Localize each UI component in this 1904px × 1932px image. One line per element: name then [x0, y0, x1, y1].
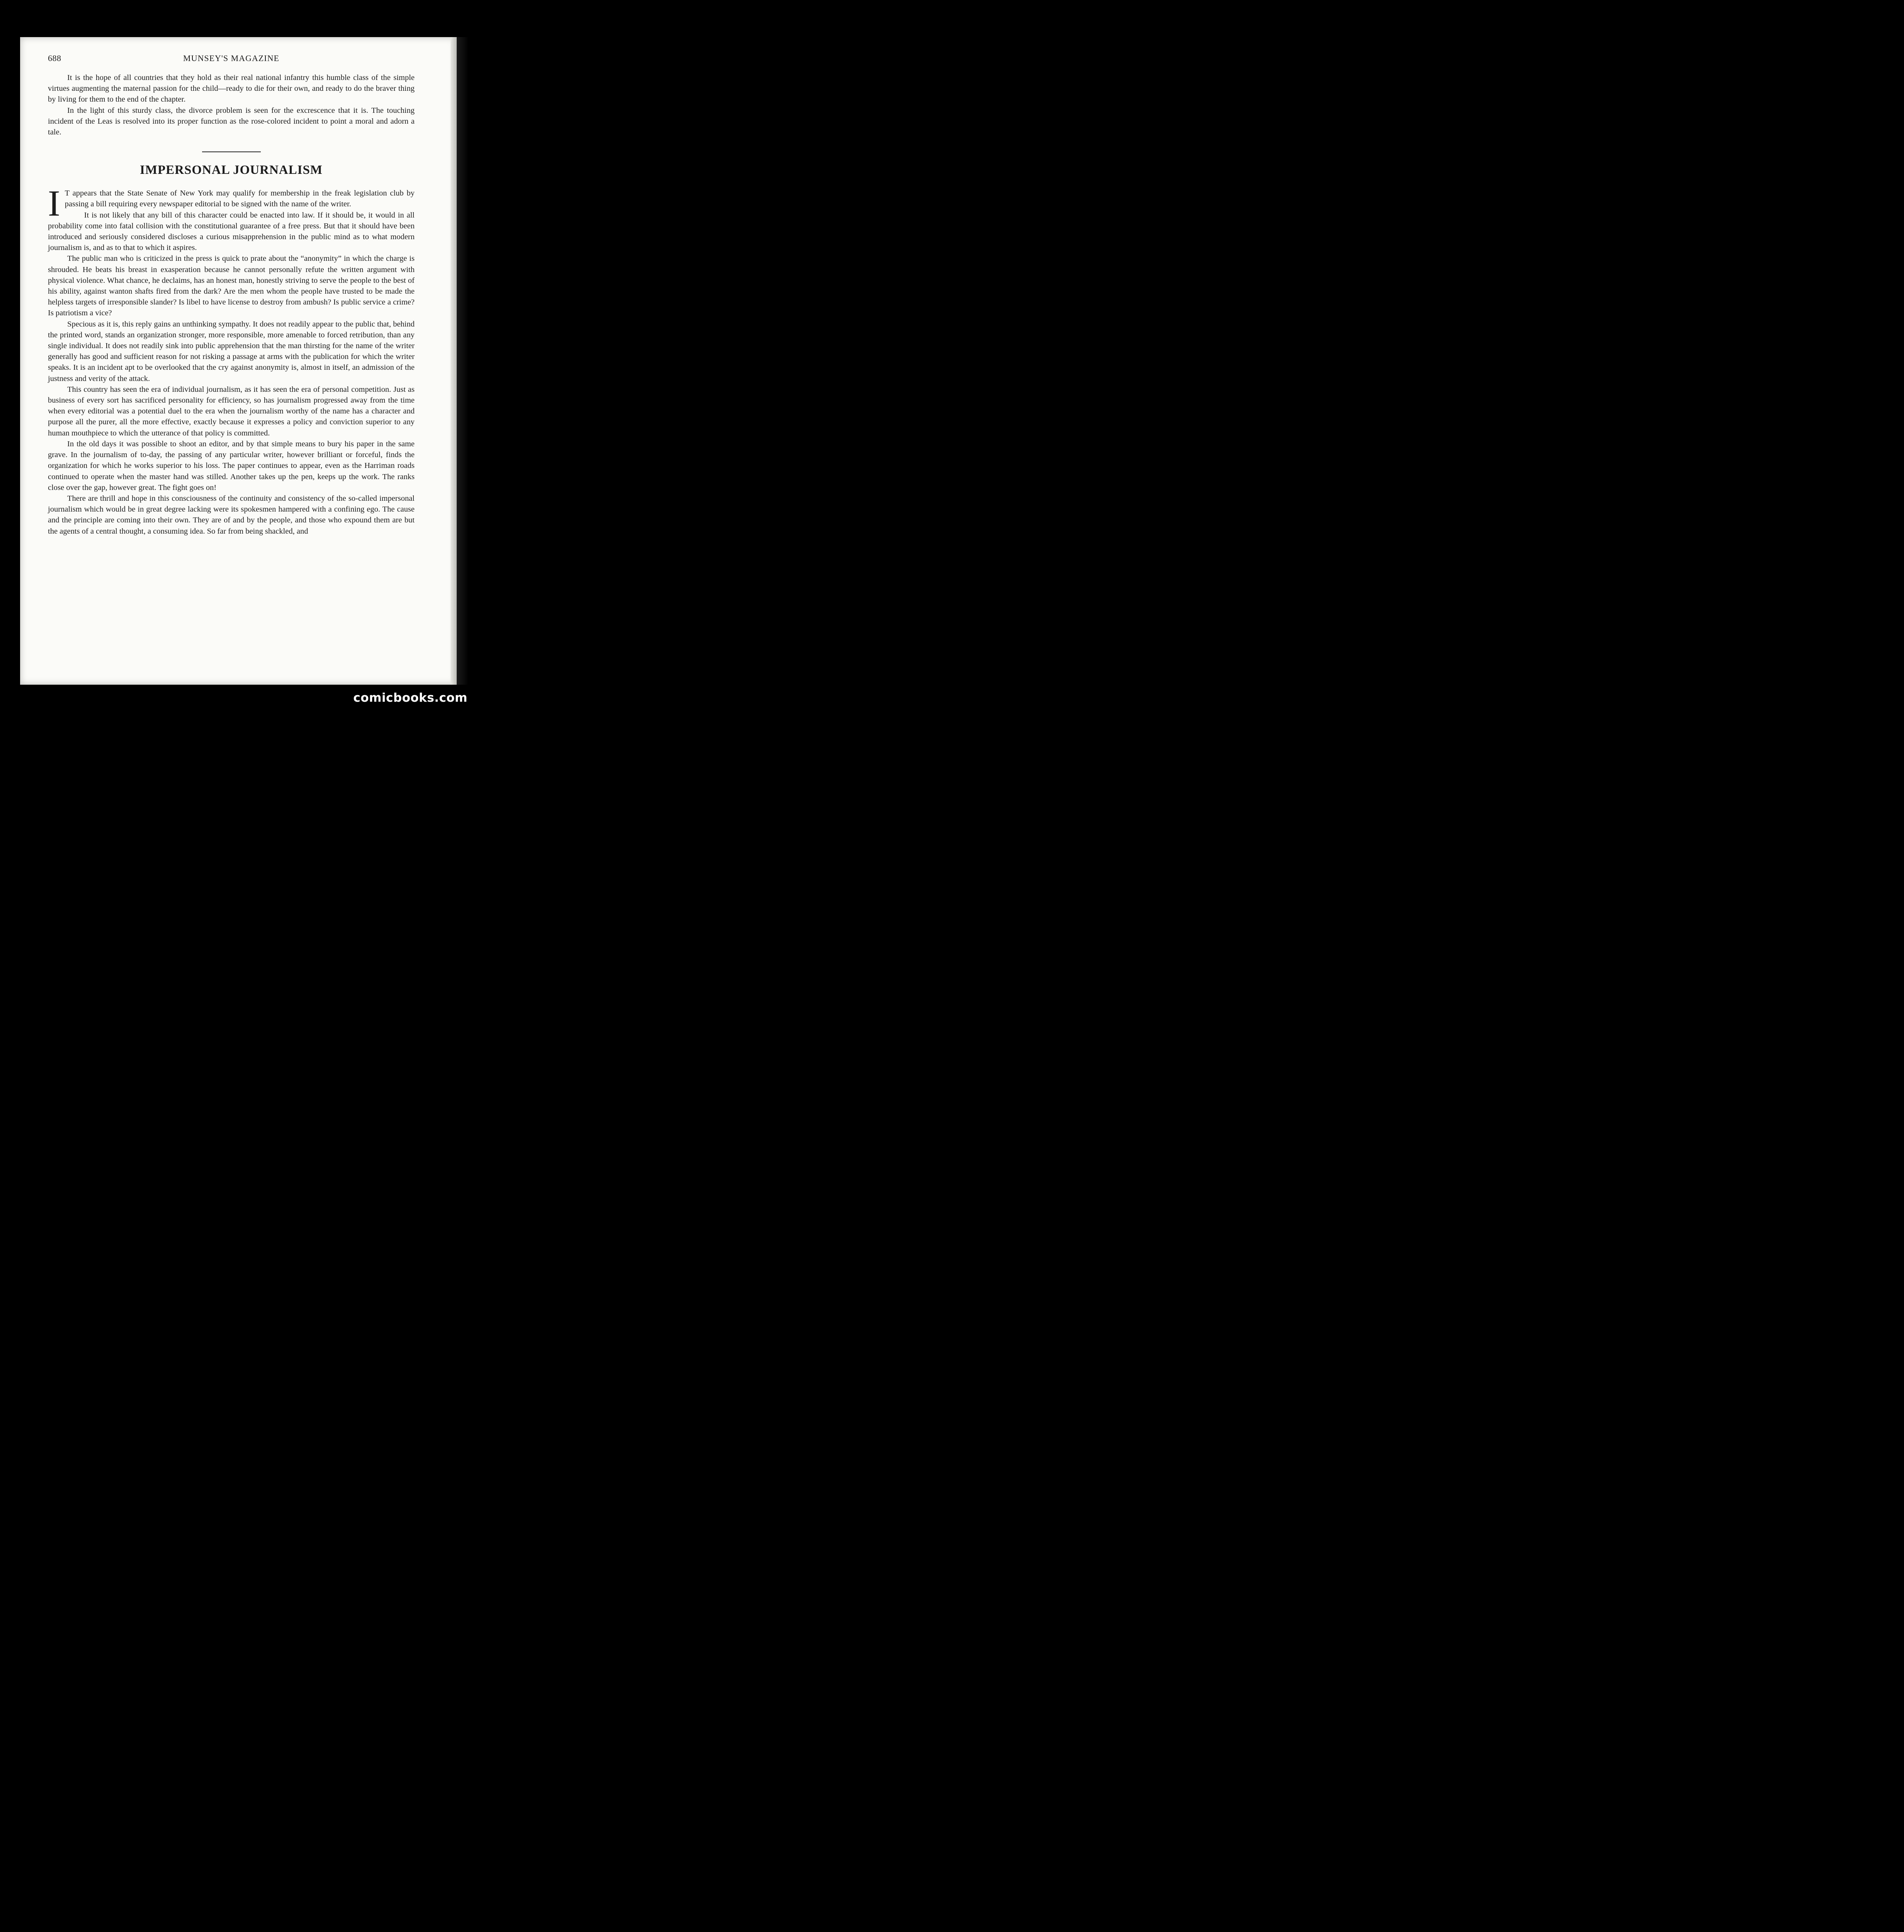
paragraph: Specious as it is, this reply gains an unthinking sympathy. It does not readily appear to the public that, behind the printed word, stands an organization stronger, more responsible, more amenable to forced retribution, than any single individual. It does not readily sink into public apprehension that the man thirsting for the name of the writer generally has good and sufficient reason for not risking a passage at arms with the publication for which the writer speaks. It is an incident apt to be overlooked that the cry against anonymity is, almost in itself, an admission of the justness and verity of the attack.	[48, 320, 415, 383]
paragraph: There are thrill and hope in this consciousness of the continuity and consistency of the so-called impersonal journalism which would be in great degree lacking were its spokesmen hampered with a confining ego. The cause and the principle are coming into their own. They are of and by the people, and those who expound them are but the agents of a central thought, a consuming idea. So far from being shackled, and	[48, 494, 415, 536]
page-content	[48, 53, 415, 537]
paragraph: The public man who is criticized in the press is quick to prate about the “anonymity” in which the charge is shrouded. He beats his breast in exasperation because he cannot personally refute the written argument with physical violence. What chance, he declaims, has an honest man, honestly striving to serve the people to the best of his ability, against wanton shafts fired from the dark? Are the men whom the people have trusted to be made the helpless targets of irresponsible slander? Is libel to have license to destroy from ambush? Is public service a crime? Is patriotism a vice?	[48, 254, 415, 318]
paragraph: In the light of this sturdy class, the divorce problem is seen for the excrescence that it is. The touching incident of the Leas is resolved into its proper function as the rose-colored incident to point a moral and adorn a tale.	[48, 106, 415, 137]
paragraph: It is not likely that any bill of this character could be enacted into law. If it should be, it would in all probability come into fatal collision with the constitutional guarantee of a free press. But that it should have been introduced and seriously considered discloses a curious misapprehension in the public mind as to what modern journalism is, and as to that to which it aspires.	[48, 211, 415, 252]
lead-text: T appears that the State Senate of New York may qualify for membership in the freak legislation club by passing a bill requiring every newspaper editorial to be signed with the name of the writer.	[65, 189, 415, 209]
running-title: MUNSEY'S MAGAZINE	[183, 53, 279, 63]
binding-shadow	[457, 37, 468, 685]
page-number: 688	[48, 53, 61, 63]
lead-paragraph	[48, 183, 415, 224]
running-head	[48, 53, 415, 66]
scanned-page-frame	[0, 0, 476, 714]
watermark: comicbooks.com	[353, 691, 468, 705]
article-text	[48, 183, 415, 537]
paragraph: This country has seen the era of individual journalism, as it has seen the era of personal competition. Just as business of every sort has sacrificed personality for efficiency, so has journalism progressed away from the time when every editorial was a potential duel to the era when the journalism worthy of the name has a character and purpose all the purer, all the more effective, exactly because it expresses a policy and conviction superior to any human mouthpiece to which the utterance of that policy is committed.	[48, 385, 415, 437]
drop-cap: I	[48, 183, 60, 224]
section-divider	[202, 151, 261, 152]
article-title: IMPERSONAL JOURNALISM	[140, 163, 323, 177]
previous-article-text	[48, 72, 415, 138]
page-edge	[450, 37, 457, 685]
paragraph: It is the hope of all countries that they hold as their real national infantry this humble class of the simple virtues augmenting the maternal passion for the child—ready to die for their own, and ready to do the braver thing by living for them to the end of the chapter.	[48, 73, 415, 104]
paragraph: In the old days it was possible to shoot an editor, and by that simple means to bury his paper in the same grave. In the journalism of to-day, the passing of any particular writer, however brilliant or forceful, finds the organization for which he works superior to his loss. The paper continues to appear, even as the Harriman roads continued to operate when the master hand was stilled. Another takes up the pen, keeps up the work. The ranks close over the gap, however great. The fight goes on!	[48, 439, 415, 492]
